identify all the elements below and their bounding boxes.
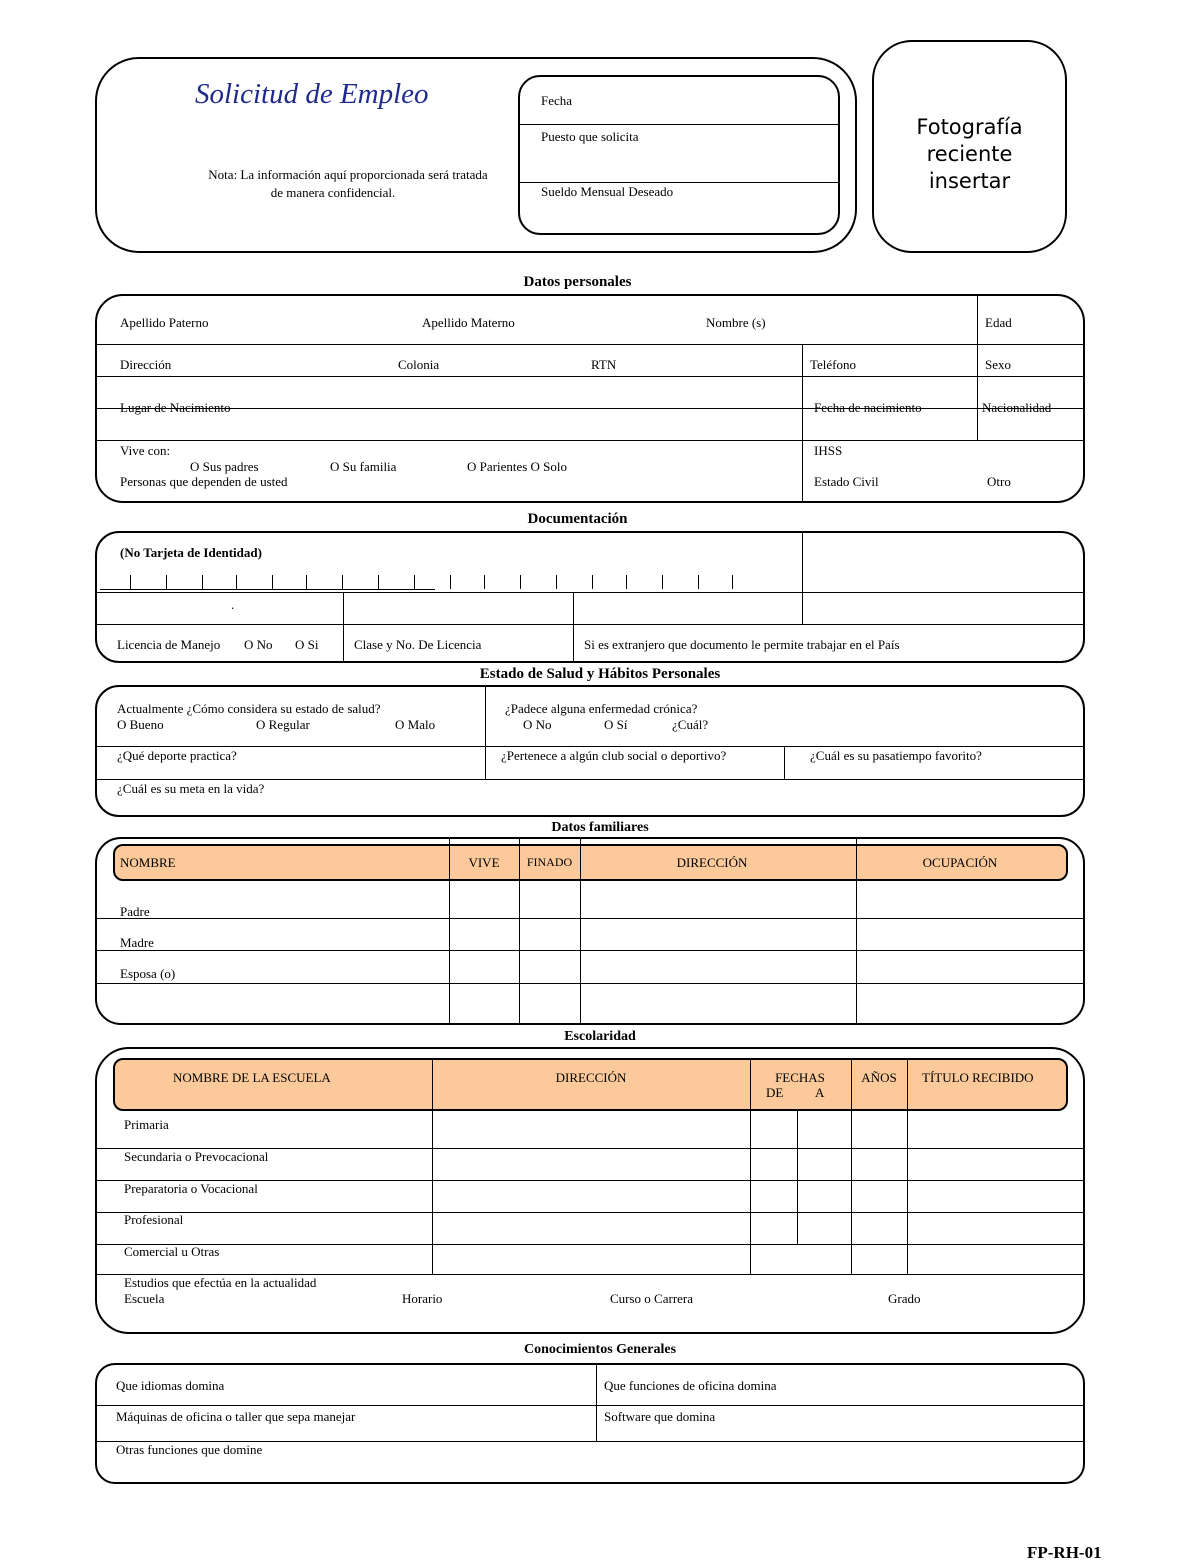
otras-funciones-field[interactable]: Otras funciones que domine bbox=[116, 1442, 263, 1457]
id-digit-tick bbox=[378, 575, 379, 589]
estudios-actuales-label: Estudios que efectúa en la actualidad bbox=[124, 1275, 317, 1290]
section-title-familia: Datos familiares bbox=[551, 820, 649, 835]
grado-field[interactable]: Grado bbox=[888, 1291, 921, 1306]
section-title-personal: Datos personales bbox=[523, 274, 632, 290]
divider bbox=[97, 592, 1083, 593]
divider bbox=[97, 1405, 1083, 1406]
divider bbox=[97, 624, 1083, 625]
section-title-conocimientos: Conocimientos Generales bbox=[523, 1342, 677, 1357]
id-digit-tick bbox=[166, 575, 167, 589]
divider bbox=[432, 1058, 433, 1274]
salud-regular-radio[interactable]: O Regular bbox=[256, 717, 310, 732]
photo-line: insertar bbox=[928, 169, 1011, 193]
colonia-field[interactable]: Colonia bbox=[398, 357, 440, 372]
id-digit-tick bbox=[272, 575, 273, 589]
id-digit-tick bbox=[202, 575, 203, 589]
cronica-si-radio[interactable]: O Sí bbox=[604, 717, 628, 732]
section-title-documentacion: Documentación bbox=[527, 511, 628, 527]
divider bbox=[343, 592, 344, 661]
curso-field[interactable]: Curso o Carrera bbox=[610, 1291, 694, 1306]
extranjero-field[interactable]: Si es extranjero que documento le permite trabajar en el País bbox=[584, 637, 900, 652]
escolaridad-row-primaria[interactable]: Primaria bbox=[124, 1117, 169, 1132]
deporte-field[interactable]: ¿Qué deporte practica? bbox=[117, 748, 237, 763]
id-digit-tick bbox=[306, 575, 307, 589]
divider bbox=[519, 124, 839, 125]
divider bbox=[97, 344, 1083, 345]
licencia-no-radio[interactable]: O No bbox=[244, 637, 273, 652]
edad-field[interactable]: Edad bbox=[985, 315, 1012, 330]
familia-col-ocupacion: OCUPACIÓN bbox=[922, 855, 998, 870]
clase-licencia-field[interactable]: Clase y No. De Licencia bbox=[354, 637, 482, 652]
maquinas-field[interactable]: Máquinas de oficina o taller que sepa manejar bbox=[116, 1409, 356, 1424]
lugar-nacimiento-field[interactable]: Lugar de Nacimiento bbox=[120, 400, 231, 415]
id-baseline bbox=[100, 589, 152, 590]
id-digit-tick bbox=[130, 575, 131, 589]
licencia-si-radio[interactable]: O Si bbox=[295, 637, 319, 652]
divider bbox=[802, 533, 803, 624]
escolaridad-row-comercial[interactable]: Comercial u Otras bbox=[124, 1244, 220, 1259]
ihss-field[interactable]: IHSS bbox=[814, 443, 843, 458]
familia-row-padre[interactable]: Padre bbox=[120, 904, 150, 919]
fechas-de-header: DE bbox=[766, 1085, 784, 1100]
divider bbox=[97, 1244, 1085, 1245]
divider bbox=[907, 1058, 908, 1274]
id-digit-tick bbox=[732, 575, 733, 589]
id-digit-tick bbox=[414, 575, 415, 589]
dot-mark: . bbox=[231, 597, 235, 612]
opt-parientes-radio[interactable]: O Parientes O Solo bbox=[467, 459, 568, 474]
divider bbox=[519, 182, 839, 183]
divider bbox=[784, 746, 785, 779]
id-digit-tick bbox=[626, 575, 627, 589]
familia-row-esposa[interactable]: Esposa (o) bbox=[120, 966, 176, 981]
fechas-col-header: FECHAS bbox=[775, 1070, 825, 1085]
familia-col-finado: FINADO bbox=[526, 855, 573, 869]
sueldo-field[interactable]: Sueldo Mensual Deseado bbox=[541, 184, 674, 199]
photo-label bbox=[872, 114, 1067, 195]
form-title: Solicitud de Empleo bbox=[195, 78, 429, 110]
escolaridad-row-profesional[interactable]: Profesional bbox=[124, 1212, 184, 1227]
id-digit-tick bbox=[484, 575, 485, 589]
pasatiempo-field[interactable]: ¿Cuál es su pasatiempo favorito? bbox=[810, 748, 982, 763]
direccion-col-header: DIRECCIÓN bbox=[555, 1070, 627, 1085]
escolaridad-row-preparatoria[interactable]: Preparatoria o Vocacional bbox=[124, 1181, 258, 1196]
section-title-escolaridad: Escolaridad bbox=[564, 1029, 636, 1044]
id-digit-tick bbox=[592, 575, 593, 589]
divider bbox=[97, 1212, 1085, 1213]
cronica-cual-field[interactable]: ¿Cuál? bbox=[672, 717, 709, 732]
fechas-a-header: A bbox=[815, 1085, 825, 1100]
form-code: FP-RH-01 bbox=[1027, 1543, 1102, 1562]
funciones-oficina-field[interactable]: Que funciones de oficina domina bbox=[604, 1378, 777, 1393]
familia-col-direccion: DIRECCIÓN bbox=[676, 855, 748, 870]
divider bbox=[97, 918, 1083, 919]
tarjeta-label: (No Tarjeta de Identidad) bbox=[120, 545, 262, 560]
divider bbox=[97, 376, 1083, 377]
divider bbox=[97, 779, 1083, 780]
photo-line: reciente bbox=[926, 142, 1013, 166]
divider bbox=[802, 344, 803, 501]
dependientes-field[interactable]: Personas que dependen de usted bbox=[120, 474, 288, 489]
divider bbox=[573, 592, 574, 661]
strike-line bbox=[814, 408, 956, 409]
estado-salud-question: Actualmente ¿Cómo considera su estado de salud? bbox=[117, 701, 381, 716]
apellido-paterno-field[interactable]: Apellido Paterno bbox=[120, 315, 209, 330]
divider bbox=[977, 296, 978, 440]
nombre-field[interactable]: Nombre (s) bbox=[706, 315, 766, 330]
confidential-note-2: de manera confidencial. bbox=[270, 185, 396, 200]
divider bbox=[596, 1365, 597, 1441]
escuela-actual-field[interactable]: Escuela bbox=[124, 1291, 165, 1306]
rtn-field[interactable]: RTN bbox=[591, 357, 617, 372]
divider bbox=[851, 1058, 852, 1274]
puesto-field[interactable]: Puesto que solicita bbox=[541, 129, 639, 144]
sexo-field[interactable]: Sexo bbox=[985, 357, 1011, 372]
divider bbox=[750, 1058, 751, 1274]
salud-bueno-radio[interactable]: O Bueno bbox=[117, 717, 164, 732]
familia-col-vive: VIVE bbox=[468, 855, 500, 870]
fecha-nacimiento-field[interactable]: Fecha de nacimiento bbox=[814, 400, 922, 415]
escuela-col-header: NOMBRE DE LA ESCUELA bbox=[173, 1070, 331, 1085]
photo-line: Fotografía bbox=[916, 115, 1023, 139]
section-title-salud: Estado de Salud y Hábitos Personales bbox=[479, 666, 721, 682]
telefono-field[interactable]: Teléfono bbox=[810, 357, 857, 372]
horario-field[interactable]: Horario bbox=[402, 1291, 443, 1306]
salud-malo-radio[interactable]: O Malo bbox=[395, 717, 436, 732]
strike-line bbox=[120, 408, 237, 409]
id-digit-tick bbox=[556, 575, 557, 589]
id-digit-tick bbox=[342, 575, 343, 589]
familia-col-nombre: NOMBRE bbox=[120, 855, 176, 870]
divider bbox=[485, 687, 486, 779]
escolaridad-row-secundaria[interactable]: Secundaria o Prevocacional bbox=[124, 1149, 269, 1164]
id-digit-tick bbox=[520, 575, 521, 589]
fecha-field[interactable]: Fecha bbox=[541, 93, 573, 108]
id-underline bbox=[152, 589, 435, 590]
cronica-question: ¿Padece alguna enfermedad crónica? bbox=[505, 701, 698, 716]
otro-field[interactable]: Otro bbox=[987, 474, 1011, 489]
licencia-label: Licencia de Manejo bbox=[117, 637, 221, 652]
divider bbox=[797, 1111, 798, 1244]
software-field[interactable]: Software que domina bbox=[604, 1409, 716, 1424]
strike-line bbox=[982, 408, 1056, 409]
apellido-materno-field[interactable]: Apellido Materno bbox=[422, 315, 515, 330]
familia-row-madre[interactable]: Madre bbox=[120, 935, 154, 950]
divider bbox=[97, 440, 1083, 441]
meta-field[interactable]: ¿Cuál es su meta en la vida? bbox=[117, 781, 265, 796]
estado-civil-field[interactable]: Estado Civil bbox=[814, 474, 879, 489]
id-digit-tick bbox=[662, 575, 663, 589]
divider bbox=[97, 746, 1083, 747]
cronica-no-radio[interactable]: O No bbox=[523, 717, 552, 732]
titulo-col-header: TÍTULO RECIBIDO bbox=[922, 1070, 1034, 1085]
id-digit-tick bbox=[450, 575, 451, 589]
club-field[interactable]: ¿Pertenece a algún club social o deportivo? bbox=[501, 748, 727, 763]
id-digit-tick bbox=[236, 575, 237, 589]
direccion-field[interactable]: Dirección bbox=[120, 357, 172, 372]
divider bbox=[97, 950, 1083, 951]
anos-col-header: AÑOS bbox=[861, 1070, 897, 1085]
opt-padres-radio[interactable]: O Sus padres bbox=[190, 459, 259, 474]
divider bbox=[97, 983, 1083, 984]
opt-familia-radio[interactable]: O Su familia bbox=[330, 459, 397, 474]
nacionalidad-field[interactable]: Nacionalidad bbox=[982, 400, 1052, 415]
vive-con-label: Vive con: bbox=[120, 443, 171, 458]
idiomas-field[interactable]: Que idiomas domina bbox=[116, 1378, 225, 1393]
id-digit-tick bbox=[698, 575, 699, 589]
confidential-note: Nota: La información aquí proporcionada será tratada bbox=[208, 167, 488, 182]
